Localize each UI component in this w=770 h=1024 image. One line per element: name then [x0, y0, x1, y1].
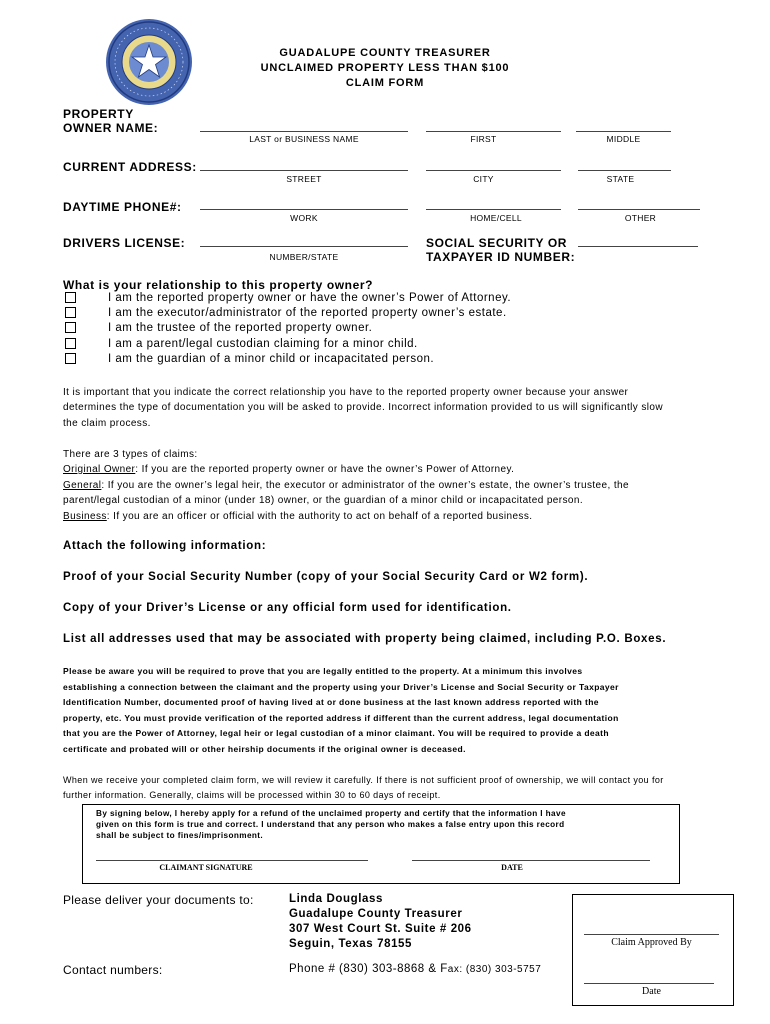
owner-middle-name-field[interactable] [576, 131, 671, 132]
certification-line-2: given on this form is true and correct. I understand that any person who makes a false entry upon this record [96, 820, 565, 829]
license-caption: NUMBER/STATE [269, 252, 339, 262]
attach-item-ssn: Proof of your Social Security Number (copy of your Social Security Card or W2 form). [63, 571, 589, 583]
general-text-1: : If you are the owner’s legal heir, the executor or administrator of the owner’s estate, the owner’s trustee, the [101, 480, 629, 491]
relationship-checkbox-trustee[interactable] [65, 322, 76, 333]
delivery-label: Please deliver your documents to: [63, 893, 254, 907]
business-term: Business [63, 511, 107, 522]
claim-types-intro: There are 3 types of claims: [63, 449, 198, 460]
phone-label: DAYTIME PHONE#: [63, 200, 182, 214]
important-line-3: the claim process. [63, 418, 151, 429]
notice-line-6: certificate and probated will or other heirship documents if the original owner is deceased. [63, 744, 466, 754]
notice-line-5: that you are the Power of Attorney, legal heir or legal custodian of a minor claimant. You will be required to provide a death [63, 728, 610, 738]
form-title-line-2: UNCLAIMED PROPERTY LESS THAN $100 [260, 62, 510, 74]
address-state-field[interactable] [578, 170, 671, 171]
claim-approved-by-field[interactable] [584, 934, 719, 935]
important-line-1: It is important that you indicate the correct relationship you have to the reported property owner because your answer [63, 387, 629, 398]
delivery-street: 307 West Court St. Suite # 206 [289, 923, 472, 935]
business-text: : If you are an officer or official with the authority to act on behalf of a reported business. [106, 511, 533, 522]
approval-date-field[interactable] [584, 983, 714, 984]
owner-middle-caption: MIDDLE [606, 134, 641, 144]
contact-fax: ax: (830) 303-5757 [447, 964, 542, 975]
ssn-field[interactable] [578, 246, 698, 247]
relationship-checkbox-parent[interactable] [65, 338, 76, 349]
owner-label-1: PROPERTY [63, 107, 134, 121]
ssn-label-2: TAXPAYER ID NUMBER: [426, 250, 576, 264]
form-title-line-3: CLAIM FORM [345, 77, 425, 89]
important-line-2: determines the type of documentation you will be asked to provide. Incorrect information provided to us will significantly slow [63, 402, 663, 413]
certification-line-3: shall be subject to fines/imprisonment. [96, 831, 264, 840]
relationship-option-guardian: I am the guardian of a minor child or incapacitated person. [108, 353, 435, 365]
signature-date-field[interactable] [412, 860, 650, 861]
relationship-option-executor: I am the executor/administrator of the reported property owner’s estate. [108, 307, 507, 319]
attach-heading: Attach the following information: [63, 540, 267, 552]
phone-home-field[interactable] [426, 209, 561, 210]
ssn-label-1: SOCIAL SECURITY OR [426, 236, 568, 250]
owner-label-2: OWNER NAME: [63, 121, 159, 135]
phone-other-caption: OTHER [624, 213, 657, 223]
certification-line-1: By signing below, I hereby apply for a refund of the unclaimed property and certify that the information I have [96, 809, 566, 818]
delivery-name: Linda Douglass [289, 893, 384, 905]
contact-phone-fax [289, 963, 541, 975]
approval-date-caption: Date [642, 986, 661, 997]
phone-work-field[interactable] [200, 209, 408, 210]
signature-certification [96, 808, 566, 841]
signature-date-caption: DATE [501, 863, 523, 872]
phone-work-caption: WORK [290, 213, 318, 223]
notice-line-4: property, etc. You must provide verification of the reported address if different than the current address, legal documentation [63, 713, 619, 723]
address-city-field[interactable] [426, 170, 561, 171]
claimant-signature-field[interactable] [96, 860, 368, 861]
owner-first-caption: FIRST [470, 134, 497, 144]
contact-phone: Phone # (830) 303-8868 & F [289, 963, 448, 975]
delivery-city: Seguin, Texas 78155 [289, 938, 413, 950]
address-street-field[interactable] [200, 170, 408, 171]
relationship-option-parent: I am a parent/legal custodian claiming for a minor child. [108, 338, 418, 350]
address-street-caption: STREET [286, 174, 322, 184]
owner-last-name-field[interactable] [200, 131, 408, 132]
owner-last-caption: LAST or BUSINESS NAME [249, 134, 359, 144]
claim-type-business [63, 509, 532, 525]
claim-type-original [63, 462, 514, 478]
contact-label: Contact numbers: [63, 963, 163, 977]
notice-line-3: Identification Number, documented proof of having lived at or done business at the last known address reported with the [63, 697, 599, 707]
license-label: DRIVERS LICENSE: [63, 236, 186, 250]
phone-other-field[interactable] [578, 209, 700, 210]
original-owner-term: Original Owner [63, 464, 136, 475]
address-city-caption: CITY [473, 174, 494, 184]
license-number-field[interactable] [200, 246, 408, 247]
claim-approved-by-caption: Claim Approved By [611, 937, 692, 948]
attach-item-addresses: List all addresses used that may be associated with property being claimed, including P.O. Boxes. [63, 633, 667, 645]
claim-type-general [63, 478, 629, 494]
claimant-signature-caption: CLAIMANT SIGNATURE [159, 863, 253, 872]
relationship-checkbox-guardian[interactable] [65, 353, 76, 364]
delivery-office: Guadalupe County Treasurer [289, 908, 463, 920]
general-term: General [63, 480, 102, 491]
delivery-address-block [289, 892, 472, 952]
address-state-caption: STATE [606, 174, 635, 184]
relationship-checkbox-executor[interactable] [65, 307, 76, 318]
general-text-2: parent/legal custodian of a minor (under 18) owner, or the guardian of a minor child or incapacitated person. [63, 495, 583, 506]
review-line-2: further information. Generally, claims will be processed within 30 to 60 days of receipt. [63, 790, 441, 800]
address-label: CURRENT ADDRESS: [63, 160, 197, 174]
relationship-option-trustee: I am the trustee of the reported property owner. [108, 322, 373, 334]
original-owner-text: : If you are the reported property owner or have the owner’s Power of Attorney. [135, 464, 515, 475]
notice-line-1: Please be aware you will be required to prove that you are legally entitled to the property. At a minimum this involves [63, 666, 583, 676]
form-title-line-1: GUADALUPE COUNTY TREASURER [279, 47, 491, 59]
relationship-checkbox-owner[interactable] [65, 292, 76, 303]
review-line-1: When we receive your completed claim form, we will review it carefully. If there is not sufficient proof of ownership, we will contact you for [63, 775, 664, 785]
relationship-question: What is your relationship to this property owner? [63, 278, 374, 292]
relationship-option-owner: I am the reported property owner or have the owner’s Power of Attorney. [108, 292, 512, 304]
owner-first-name-field[interactable] [426, 131, 561, 132]
attach-item-license: Copy of your Driver’s License or any official form used for identification. [63, 602, 512, 614]
phone-home-caption: HOME/CELL [470, 213, 522, 223]
notice-line-2: establishing a connection between the claimant and the property using your Driver’s License and Social Security or Taxpayer [63, 682, 619, 692]
